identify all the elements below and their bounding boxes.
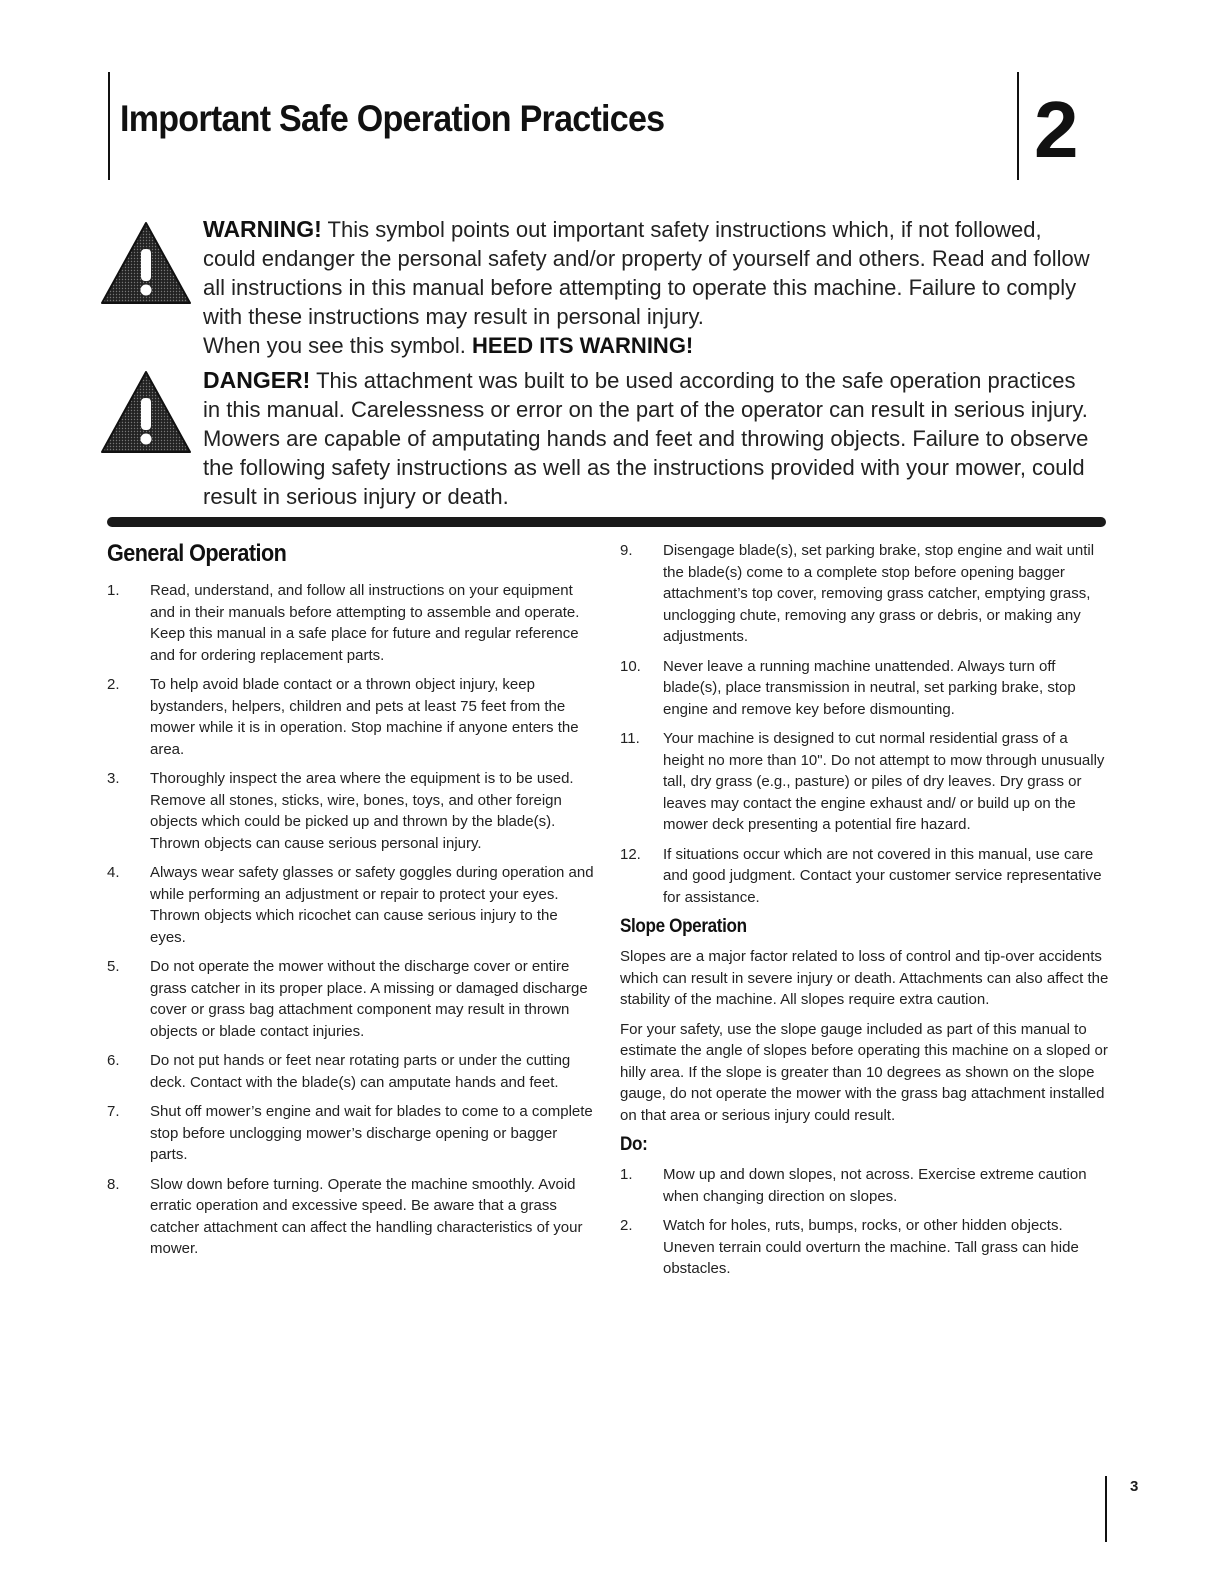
- slope-paragraph: Slopes are a major factor related to loss of control and tip-over accidents which can result in severe injury or death. Attachments can also affect the stability of the machine. All slopes require extra caution.: [620, 948, 1109, 1008]
- list-item-text: Disengage blade(s), set parking brake, stop engine and wait until the blade(s) come to a complete stop before opening bagger attachment’s top cover, removing grass catcher, emptying grass, unclogging chute, removing any grass or debris, or making any adjustments.: [663, 542, 1095, 645]
- page-title: Important Safe Operation Practices: [120, 98, 665, 139]
- list-item-text: Watch for holes, ruts, bumps, rocks, or other hidden objects. Uneven terrain could overturn the machine. Tall grass can hide obstacles.: [663, 1217, 1079, 1277]
- page-number: 3: [1130, 1478, 1139, 1495]
- list-item: [107, 1050, 597, 1093]
- list-item-number: 2.: [620, 1217, 633, 1234]
- list-item: [620, 540, 1110, 648]
- list-item: [620, 1164, 1110, 1207]
- list-item: [620, 1215, 1110, 1280]
- danger-label: DANGER!: [203, 367, 311, 393]
- slope-paragraph: For your safety, use the slope gauge included as part of this manual to estimate the angle of slopes before operating this machine on a sloped or hilly area. If the slope is greater than 10 degrees as shown on the slope gauge, do not operate the mower with the grass bag attachment installed on that area or serious injury could result.: [620, 1020, 1108, 1124]
- list-item: [107, 1174, 597, 1260]
- list-item-text: Shut off mower’s engine and wait for blades to come to a complete stop before unclogging mower’s discharge opening or bagger parts.: [150, 1103, 593, 1163]
- warning-triangle-icon: [100, 221, 192, 305]
- warning-text: This symbol points out important safety instructions which, if not followed, could endanger the personal safety and/or property of yourself and others. Read and follow all instructions in this manual before attempting to operate this machine. Failure to comply with these instructions may result in personal injury.: [203, 217, 1090, 329]
- list-item: [620, 656, 1110, 721]
- list-item-number: 7.: [107, 1103, 120, 1120]
- list-item-number: 12.: [620, 845, 641, 863]
- danger-triangle-icon: [100, 370, 192, 454]
- list-item-number: 11.: [620, 730, 640, 747]
- list-item-text: To help avoid blade contact or a thrown object injury, keep bystanders, helpers, children and pets at least 75 feet from the mower while it is in operation. Stop machine if anyone enters the area.: [150, 676, 579, 758]
- list-item-number: 1.: [107, 582, 120, 599]
- list-item-text: Slow down before turning. Operate the machine smoothly. Avoid erratic operation and excessive speed. Be aware that a grass catcher attachment can affect the handling characteristics of your mower.: [150, 1175, 583, 1257]
- list-item-text: Your machine is designed to cut normal residential grass of a height no more than 10". Do not attempt to mow through unusually tall, dry grass (e.g., pasture) or piles of dry leaves. Dry grass or leaves may contact the engine exhaust and/ or build up on the mower deck presenting a potential fire hazard.: [663, 730, 1105, 833]
- list-item-number: 10.: [620, 657, 641, 675]
- list-item-number: 8.: [107, 1175, 120, 1193]
- list-item-number: 2.: [107, 676, 120, 693]
- chapter-number: 2: [1034, 85, 1079, 174]
- general-operation-heading: General Operation: [107, 540, 287, 567]
- list-item-text: Do not put hands or feet near rotating parts or under the cutting deck. Contact with the blade(s) can amputate hands and feet.: [150, 1052, 571, 1091]
- list-item-text: Always wear safety glasses or safety goggles during operation and while performing an adjustment or repair to protect your eyes. Thrown objects which ricochet can cause serious injury to the eyes.: [150, 864, 594, 946]
- list-item: [620, 728, 1110, 836]
- list-item-text: Mow up and down slopes, not across. Exercise extreme caution when changing direction on slopes.: [663, 1166, 1087, 1205]
- warning-block: [100, 215, 1100, 365]
- list-item-text: Do not operate the mower without the discharge cover or entire grass catcher in its proper place. A missing or damaged discharge cover or grass bag attachment component may result in thrown objects or blade contact injuries.: [150, 958, 588, 1040]
- warning-label: WARNING!: [203, 216, 322, 242]
- list-item: [107, 1101, 597, 1166]
- list-item-text: If situations occur which are not covered in this manual, use care and good judgment. Contact your customer service representative for assistance.: [663, 845, 1102, 906]
- list-item-text: Read, understand, and follow all instructions on your equipment and in their manuals before attempting to assemble and operate. Keep this manual in a safe place for future and regular reference and for ordering replacement parts.: [150, 582, 580, 664]
- footer-rule: [1105, 1476, 1107, 1542]
- list-item: [107, 580, 597, 666]
- section-divider: [107, 517, 1106, 527]
- list-item-number: 9.: [620, 542, 633, 559]
- do-list: [620, 1164, 1110, 1280]
- heed-warning: HEED ITS WARNING!: [472, 333, 694, 358]
- list-item-text: Never leave a running machine unattended. Always turn off blade(s), place transmission in neutral, set parking brake, stop engine and remove key before dismounting.: [663, 657, 1076, 718]
- general-operation-list: [107, 580, 597, 1260]
- list-item-number: 6.: [107, 1052, 120, 1069]
- danger-text: This attachment was built to be used according to the safe operation practices in this manual. Carelessness or error on the part of the operator can result in serious injury. Mowers are capable of amputating hands and feet and throwing objects. Failure to observe the following safety instructions as well as the instructions provided with your mower, could result in serious injury or death.: [203, 368, 1089, 509]
- list-item: [620, 844, 1110, 909]
- general-operation-list-continued: [620, 540, 1110, 908]
- list-item: [107, 956, 597, 1042]
- right-column: [620, 540, 1110, 1288]
- list-item: [107, 674, 597, 760]
- left-column: [107, 540, 597, 1268]
- list-item-number: 3.: [107, 770, 120, 787]
- heed-prefix: When you see this symbol.: [203, 333, 466, 358]
- list-item-number: 5.: [107, 958, 120, 975]
- header-left-rule: [108, 72, 110, 180]
- list-item-number: 4.: [107, 864, 120, 881]
- slope-operation-heading: Slope Operation: [620, 916, 747, 937]
- header-right-rule: [1017, 72, 1019, 180]
- do-heading: Do:: [620, 1134, 648, 1155]
- list-item: [107, 862, 597, 948]
- list-item: [107, 768, 597, 854]
- list-item-number: 1.: [620, 1166, 633, 1183]
- danger-block: [100, 366, 1100, 516]
- list-item-text: Thoroughly inspect the area where the equipment is to be used. Remove all stones, sticks, wire, bones, toys, and other foreign objects which could be picked up and thrown by the blade(s). Thrown objects can cause serious personal injury.: [150, 770, 574, 852]
